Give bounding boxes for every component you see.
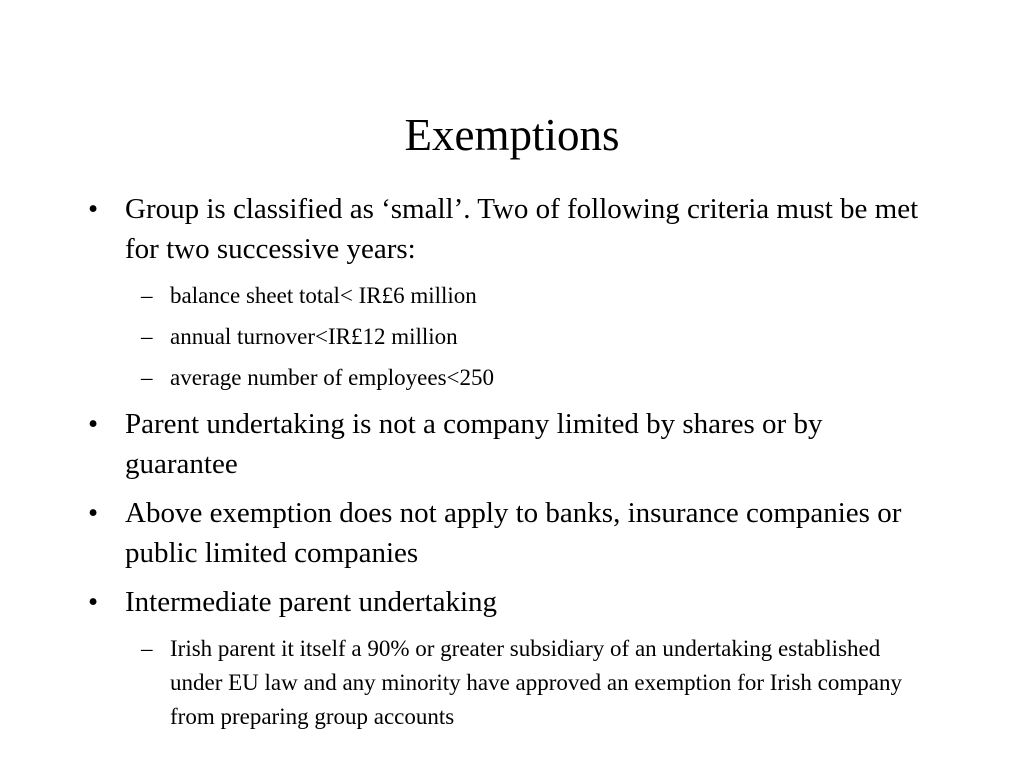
slide-title: Exemptions (404, 110, 620, 160)
dash-icon: – (141, 636, 153, 661)
bullet-text: Intermediate parent undertaking (125, 586, 498, 618)
bullet-item (88, 404, 928, 484)
bullet-text: Group is classified as ‘small’. Two of following criteria must be met for two successive years: (125, 193, 919, 265)
bullet-list (88, 189, 928, 743)
sub-bullet-text: Irish parent it itself a 90% or greater subsidiary of an undertaking established under EU law and any minority have approved an exemption for Irish company from preparing group accounts (170, 636, 902, 729)
dash-icon: – (141, 324, 153, 349)
sub-bullet-list (88, 279, 928, 395)
bullet-item (88, 493, 928, 573)
dash-icon: – (141, 365, 153, 390)
bullet-item (88, 582, 928, 622)
sub-bullet-item (88, 279, 928, 313)
sub-bullet-item (88, 361, 928, 395)
dash-icon: – (141, 283, 153, 308)
bullet-dot-icon: • (88, 408, 99, 440)
bullet-text: Above exemption does not apply to banks, insurance companies or public limited companies (125, 497, 902, 569)
sub-bullet-text: average number of employees<250 (170, 365, 494, 390)
bullet-dot-icon: • (88, 586, 99, 618)
bullet-dot-icon: • (88, 193, 99, 225)
sub-bullet-list (88, 632, 928, 734)
sub-bullet-item (88, 632, 928, 734)
bullet-dot-icon: • (88, 497, 99, 529)
sub-bullet-text: balance sheet total< IR£6 million (170, 283, 477, 308)
bullet-item (88, 189, 928, 269)
sub-bullet-text: annual turnover<IR£12 million (170, 324, 458, 349)
sub-bullet-item (88, 320, 928, 354)
bullet-text: Parent undertaking is not a company limited by shares or by guarantee (125, 408, 823, 480)
